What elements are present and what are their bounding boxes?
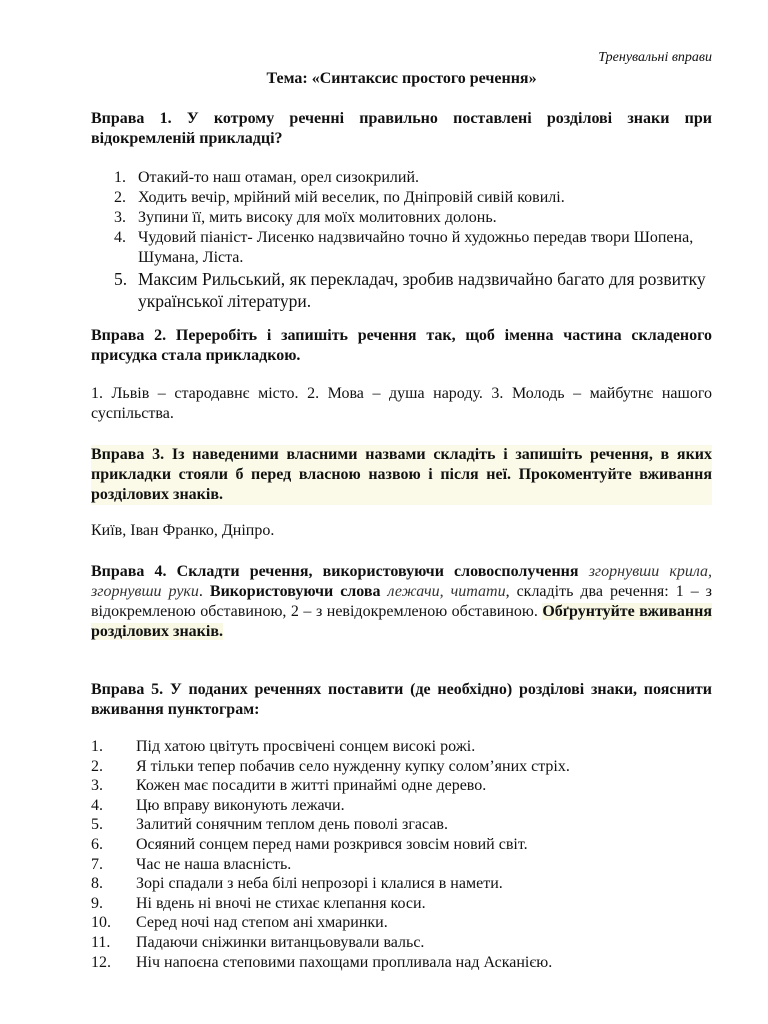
exercise-2-heading: Вправа 2. Переробіть і запишіть речення так, щоб іменна частина складеного присудка стала прикладкою. bbox=[91, 327, 712, 364]
list-item: 10. Серед ночі над степом ані хмаринки. bbox=[91, 914, 388, 932]
exercise-1-list bbox=[91, 168, 712, 312]
list-item: 4. Чудовий піаніст- Лисенко надзвичайно точно й художньо передав твори Шопена, Шумана, Ліста. bbox=[114, 229, 694, 266]
list-item: 5. Залитий сонячним теплом день поволі згасав. bbox=[91, 816, 448, 834]
document-subtitle: Тренувальні вправи bbox=[598, 50, 712, 65]
list-item: 1. Отакий-то наш отаман, орел сизокрилий. bbox=[114, 169, 420, 186]
list-item: 5. Максим Рильський, як перекладач, зробив надзвичайно багато для розвитку української літератури. bbox=[114, 269, 706, 311]
exercise-5-heading: Вправа 5. У поданих реченнях поставити (де необхідно) розділові знаки, пояснити вживання пунктограм: bbox=[91, 681, 712, 718]
list-item: 3. Зупини її, мить високу для моїх молитовних долонь. bbox=[114, 209, 497, 226]
exercise-5-list bbox=[91, 737, 712, 972]
list-item: 7. Час не наша власність. bbox=[91, 855, 292, 873]
exercise-2-text: 1. Львів – стародавнє місто. 2. Мова – душа народу. 3. Молодь – майбутнє нашого суспільства. bbox=[91, 385, 712, 422]
list-item: 1. Під хатою цвітуть просвічені сонцем високі рожі. bbox=[91, 738, 476, 755]
list-item: 11. Падаючи сніжинки витанцьовували вальс. bbox=[91, 933, 425, 951]
list-item: 8. Зорі спадали з неба білі непрозорі і клалися в намети. bbox=[91, 875, 503, 893]
list-item: 9. Ні вдень ні вночі не стихає клепання коси. bbox=[91, 894, 426, 912]
document-title: Тема: «Синтаксис простого речення» bbox=[266, 70, 537, 87]
list-item: 2. Ходить вечір, мрійний мій веселик, по Дніпровій сивій ковилі. bbox=[114, 189, 565, 206]
exercise-4-text: Вправа 4. Складти речення, використовуючи словосполучення згорнувши крила, згорнувши руки. Використовуючи слова лежачи, читати, складіть два речення: 1 – з відокремленою обставиною, 2 – з невідокремленою обставиною. Обґрунтуйте вживання розділових знаків. bbox=[91, 563, 713, 640]
exercise-3-text: Київ, Іван Франко, Дніпро. bbox=[91, 522, 275, 539]
list-item: 3. Кожен має посадити в житті принаймі одне дерево. bbox=[91, 777, 487, 795]
list-item: 2. Я тільки тепер побачив село нужденну купку солом’яних стріх. bbox=[91, 757, 570, 775]
list-item: 6. Осяяний сонцем перед нами розкрився зовсім новий світ. bbox=[91, 835, 528, 853]
list-item: 4. Цю вправу виконують лежачи. bbox=[91, 796, 345, 814]
list-item: 12. Ніч напоєна степовими пахощами пропливала над Асканією. bbox=[91, 953, 553, 971]
exercise-1-heading: Вправа 1. У котрому реченні правильно поставлені розділові знаки при відокремленій прикладці? bbox=[91, 110, 712, 147]
exercise-3-heading: Вправа 3. Із наведеними власними назвами складіть і запишіть речення, в яких прикладки стояли б перед власною назвою і після неї. Прокоментуйте вживання розділових знаків. bbox=[91, 446, 712, 503]
